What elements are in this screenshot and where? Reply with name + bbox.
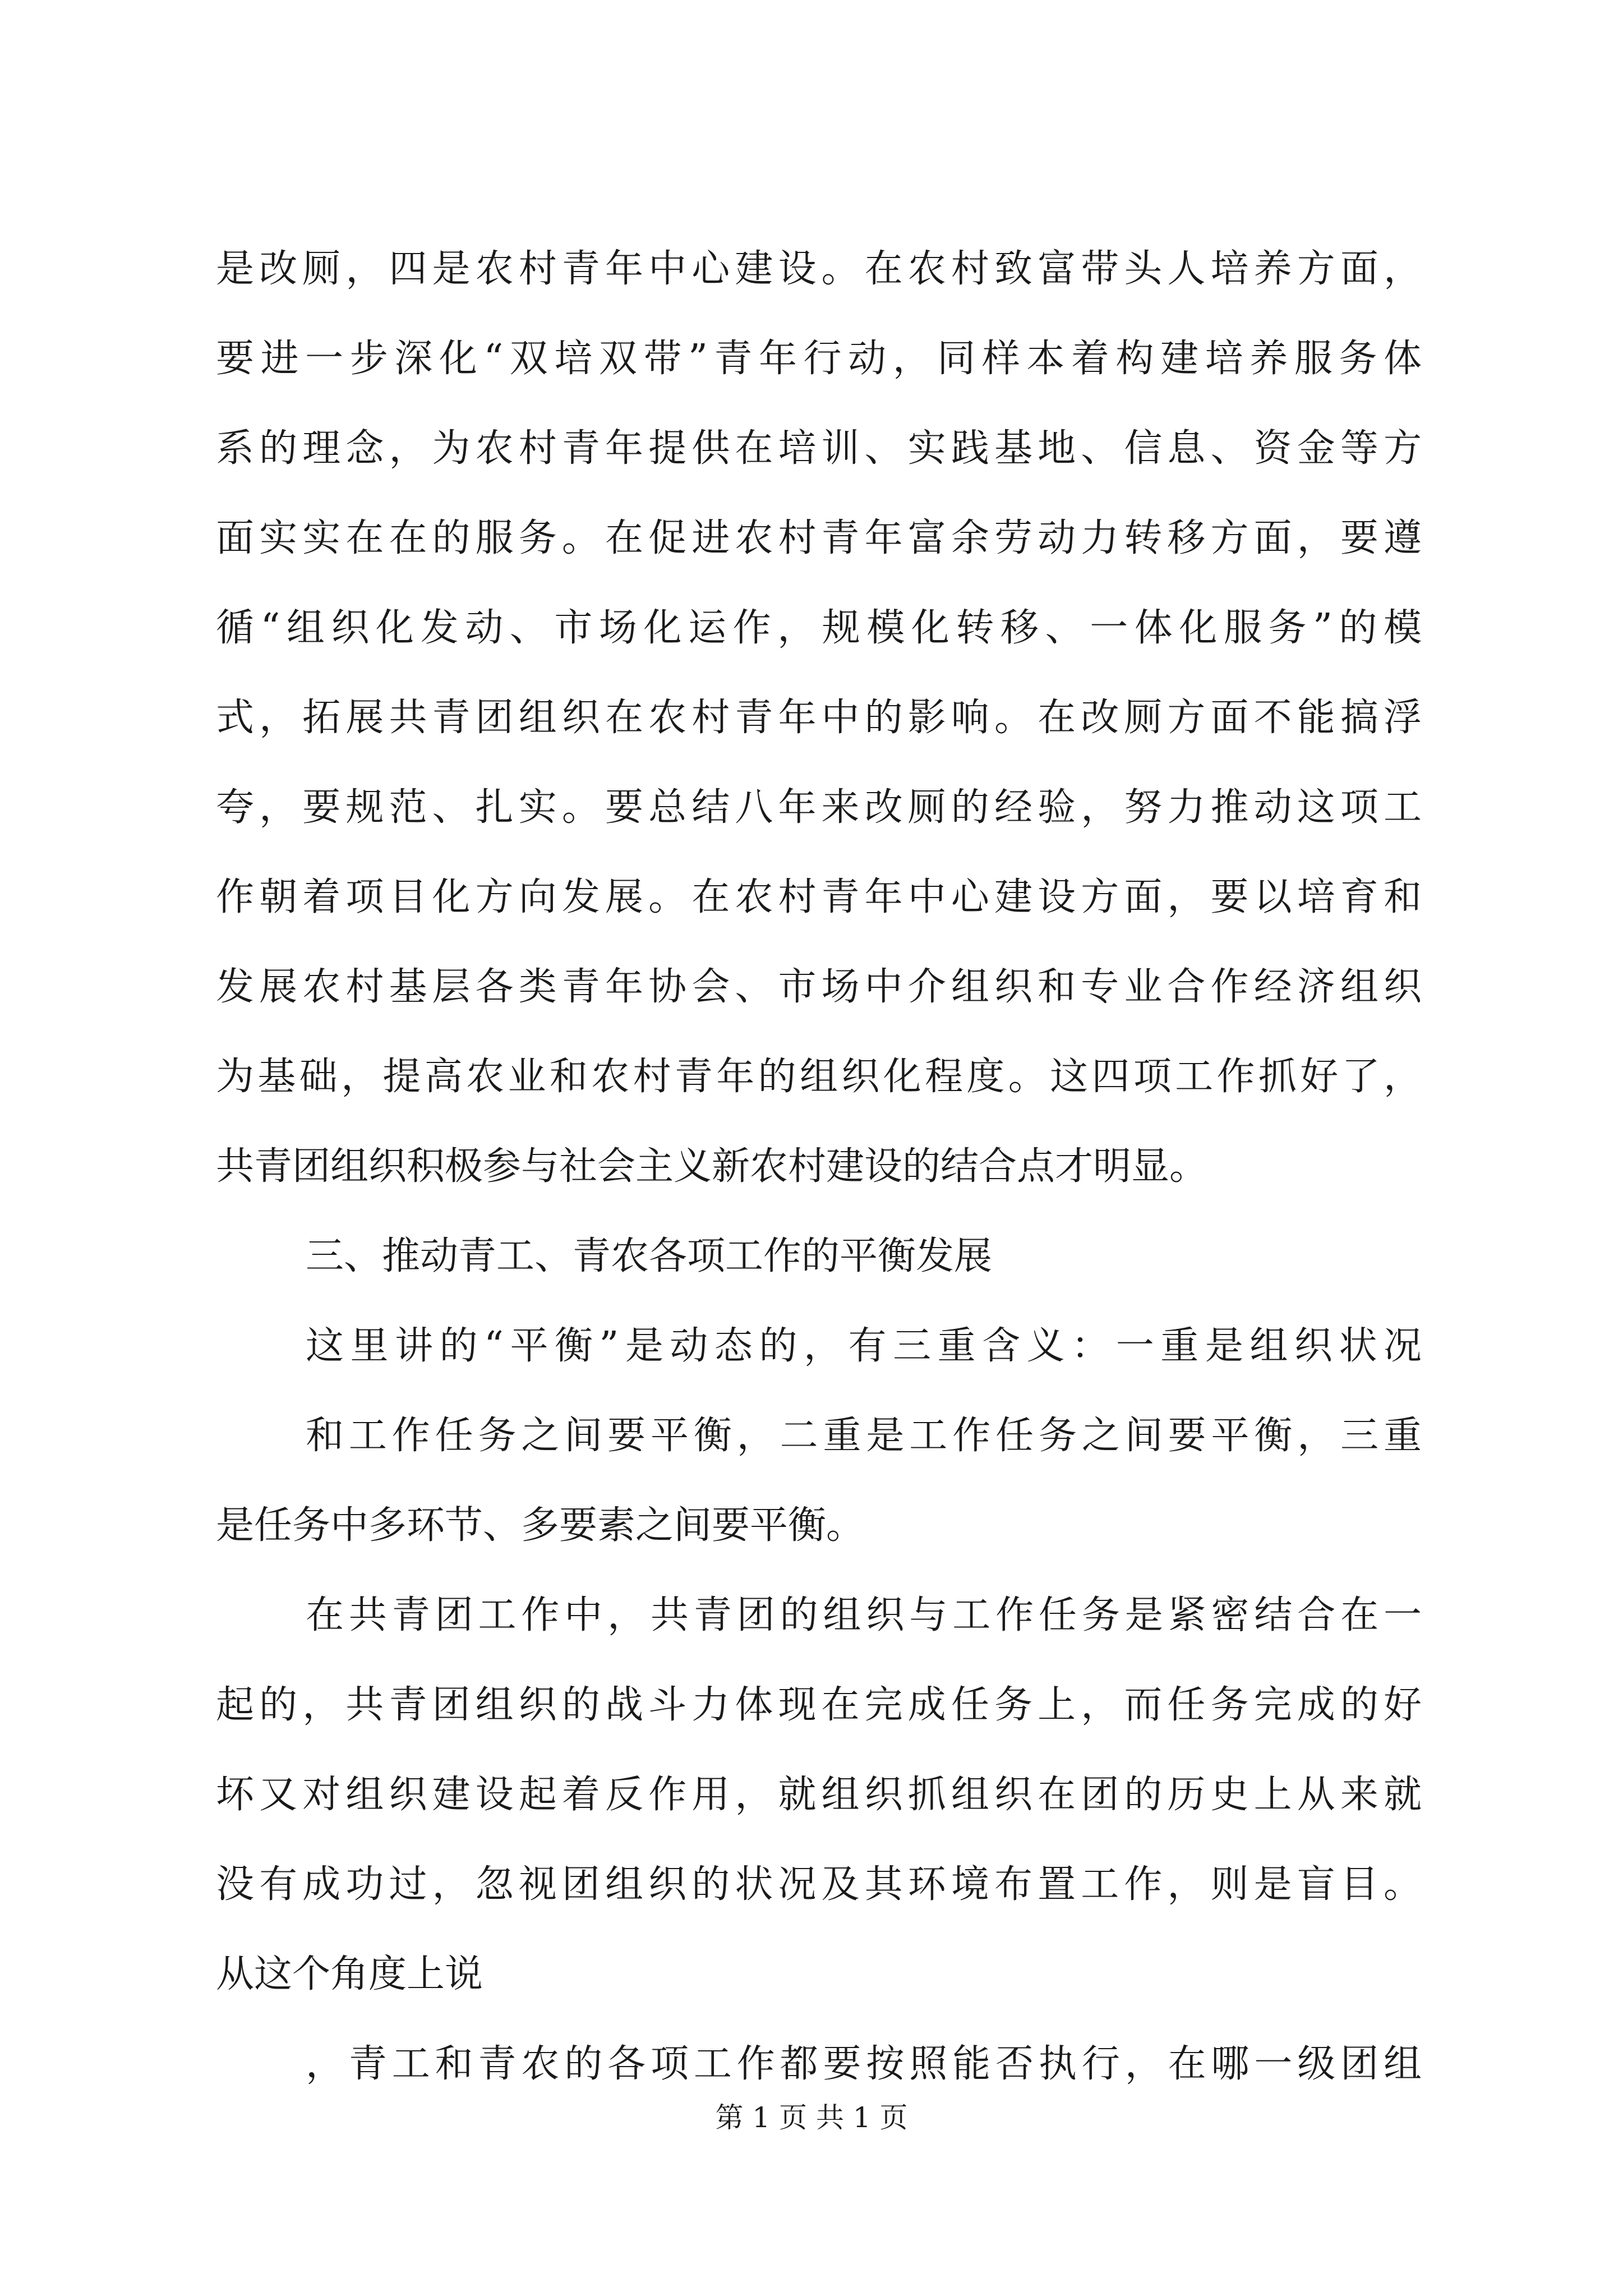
text-line: 式，拓展共青团组织在农村青年中的影响。在改厕方面不能搞浮 (216, 696, 1422, 740)
body-text (216, 224, 1422, 2109)
text-line: 在共青团工作中，共青团的组织与工作任务是紧密结合在一 (306, 1593, 1422, 1637)
text-line: 要进一步深化“双培双带”青年行动，同样本着构建培养服务体 (216, 337, 1422, 381)
text-line: 系的理念，为农村青年提供在培训、实践基地、信息、资金等方 (216, 426, 1422, 471)
section-heading: 三、推动青工、青农各项工作的平衡发展 (306, 1234, 993, 1278)
text-line: 为基础，提高农业和农村青年的组织化程度。这四项工作抓好了， (216, 1055, 1422, 1099)
text-line: 这里讲的“平衡”是动态的，有三重含义：一重是组织状况 (306, 1324, 1422, 1368)
text-line: 没有成功过，忽视团组织的状况及其环境布置工作，则是盲目。 (216, 1862, 1422, 1907)
text-line: 是任务中多环节、多要素之间要平衡。 (216, 1503, 865, 1548)
text-line: 面实实在在的服务。在促进农村青年富余劳动力转移方面，要遵 (216, 516, 1422, 560)
text-line: 是改厕，四是农村青年中心建设。在农村致富带头人培养方面， (216, 247, 1422, 291)
text-line: 夸，要规范、扎实。要总结八年来改厕的经验，努力推动这项工 (216, 785, 1422, 830)
text-line: 共青团组织积极参与社会主义新农村建设的结合点才明显。 (216, 1144, 1208, 1189)
text-line: 发展农村基层各类青年协会、市场中介组织和专业合作经济组织 (216, 965, 1422, 1009)
text-line: 循“组织化发动、市场化运作，规模化转移、一体化服务”的模 (216, 606, 1422, 650)
text-line: ，青工和青农的各项工作都要按照能否执行，在哪一级团组 (306, 2042, 1422, 2086)
text-line: 起的，共青团组织的战斗力体现在完成任务上，而任务完成的好 (216, 1683, 1422, 1727)
text-line: 从这个角度上说 (216, 1952, 483, 1996)
text-line: 坏又对组织建设起着反作用，就组织抓组织在团的历史上从来就 (216, 1773, 1422, 1817)
text-line: 作朝着项目化方向发展。在农村青年中心建设方面，要以培育和 (216, 875, 1422, 919)
text-line: 和工作任务之间要平衡，二重是工作任务之间要平衡，三重 (306, 1414, 1422, 1458)
page-footer: 第 1 页 共 1 页 (715, 2101, 908, 2134)
